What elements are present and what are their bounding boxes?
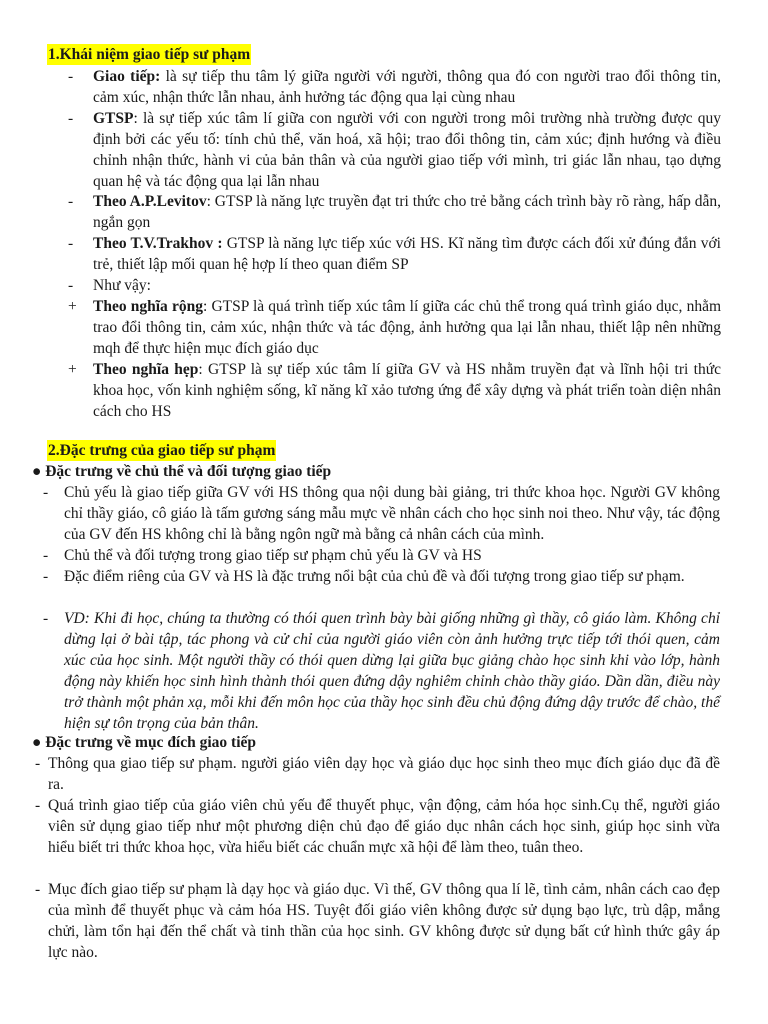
definition-text: : GTSP là quá trình tiếp xúc tâm lí giữa các chủ thể trong quá trình giáo dục, nhằm trao đổi thông tin, cảm xúc, nhận thức và tác động, ảnh hưởng qua lại lẫn nhau, thiết lập nên những mqh để thực hiện mục đích giáo dục (93, 298, 721, 357)
subheading-muc-dich: ● Đặc trưng về mục đích giao tiếp (32, 734, 257, 751)
section2-heading: 2.Đặc trưng của giao tiếp sư phạm (48, 442, 276, 459)
bullet-marker: - (35, 881, 41, 898)
definition-text: GTSP là năng lực tiếp xúc với HS. Kĩ năng tìm được cách đối xử đúng đắn với trẻ, thiết lập mối quan hệ hợp lí theo quan điểm SP (93, 235, 721, 273)
definition-text: : GTSP là năng lực truyền đạt tri thức cho trẻ bằng cách trình bày rõ ràng, hấp dẫn, ngắn gọn (93, 193, 721, 231)
bullet-marker: - (68, 235, 74, 252)
term: Giao tiếp: (93, 68, 161, 85)
definition-nghia-hep (93, 359, 721, 422)
plus-marker: + (68, 298, 77, 315)
bullet-marker: - (68, 68, 74, 85)
term: Theo nghĩa rộng (93, 298, 203, 315)
definition-levitov (93, 191, 721, 233)
paragraph-thong-qua: Thông qua giao tiếp sư phạm. người giáo viên dạy học và giáo dục học sinh theo mục đích giáo dục đã đề ra. (48, 755, 720, 793)
bullet-marker: - (43, 568, 49, 585)
term: Theo T.V.Trakhov : (93, 235, 223, 252)
paragraph-chu-yeu: Chủ yếu là giao tiếp giữa GV với HS thông qua nội dung bài giảng, tri thức khoa học. Người GV không chỉ thầy giáo, cô giáo là tấm gương sáng mẫu mực về nhân cách cho học sinh noi theo. Như vậy, tác động của GV đến HS không chỉ là bằng ngôn ngữ mà bằng cả nhân cách của mình. (64, 484, 720, 543)
definition-text: là sự tiếp thu tâm lý giữa người với người, thông qua đó con người trao đổi thông tin, cảm xúc, nhận thức lẫn nhau, ảnh hưởng tác động qua lại cùng nhau (93, 68, 721, 106)
definition-nghia-rong (93, 296, 721, 359)
definition-trakhov (93, 233, 721, 275)
bullet-marker: - (68, 277, 74, 294)
definition-text: Như vậy: (93, 277, 151, 294)
subheading-chu-the: ● Đặc trưng về chủ thể và đối tượng giao tiếp (32, 463, 332, 480)
bullet-marker: - (35, 797, 41, 814)
paragraph-muc-dich: Mục đích giao tiếp sư phạm là dạy học và giáo dục. Vì thế, GV thông qua lí lẽ, tình cảm, nhân cách cao đẹp của mình để thuyết phục và cảm hóa HS. Tuyệt đối giáo viên không được sử dụng bạo lực, trù dập, mắng chửi, làm tổn hại đến thể chất và tinh thần của học sinh. GV không được sử dụng bất cứ hình thức gây áp lực nào. (48, 881, 720, 961)
bullet-marker: - (43, 610, 49, 627)
paragraph-dac-diem: Đặc điểm riêng của GV và HS là đặc trưng nổi bật của chủ đề và đối tượng trong giao tiếp sư phạm. (64, 568, 685, 585)
bullet-marker: - (35, 755, 41, 772)
term: Theo nghĩa hẹp (93, 361, 199, 378)
nhu-vay-label (93, 275, 721, 296)
definition-text: : là sự tiếp xúc tâm lí giữa con người với con người trong môi trường nhà trường được quy định bởi các yếu tố: tính chủ thể, văn hoá, xã hội; trao đổi thông tin, cảm xúc; định hướng và điều chỉnh nhận thức, hành vi của bản thân và của người giao tiếp với mình, tri giác lẫn nhau, tạo dựng quan hệ và tác động qua lại lẫn nhau (93, 110, 721, 190)
paragraph-example: VD: Khi đi học, chúng ta thường có thói quen trình bày bài giống những gì thầy, cô giáo làm. Không chỉ dừng lại ở bài tập, tác phong và cử chỉ của người giáo viên còn ảnh hưởng trực tiếp tới thói quen, cảm xúc của học sinh. Một người thầy có thói quen dừng lại giữa bục giảng chào học sinh khi vào lớp, hành động này khiến học sinh hình thành thói quen đứng dậy nghiêm chỉnh chào thầy giáo. Dần dần, điều này trở thành một phản xạ, mỗi khi đến môn học của thầy học sinh đều chủ động đứng dậy trước để chào, thể hiện sự tôn trọng của bản thân. (64, 610, 720, 732)
bullet-marker: - (43, 484, 49, 501)
section1-heading: 1.Khái niệm giao tiếp sư phạm (48, 46, 251, 63)
bullet-marker: - (68, 110, 74, 127)
term: Theo A.P.Levitov (93, 193, 207, 210)
definition-text: : GTSP là sự tiếp xúc tâm lí giữa GV và HS nhằm truyền đạt và lĩnh hội tri thức khoa học, vốn kinh nghiệm sống, kĩ năng kĩ xảo tương ứng để xây dựng và phát triển toàn diện nhân cách cho HS (93, 361, 721, 420)
bullet-marker: - (68, 193, 74, 210)
plus-marker: + (68, 361, 77, 378)
definition-gtsp (93, 108, 721, 192)
bullet-marker: - (43, 547, 49, 564)
definition-giao-tiep (93, 66, 721, 108)
paragraph-qua-trinh: Quá trình giao tiếp của giáo viên chủ yếu để thuyết phục, vận động, cảm hóa học sinh.Cụ thể, người giáo viên sử dụng giao tiếp như một phương diện chủ đạo để giáo dục nhân cách học sinh, giúp học sinh vừa hiểu biết tri thức khoa học, vừa hiểu biết các chuẩn mực xã hội để làm theo, tuân theo. (48, 797, 720, 856)
paragraph-chu-the: Chủ thể và đối tượng trong giao tiếp sư phạm chủ yếu là GV và HS (64, 547, 482, 564)
term: GTSP (93, 110, 134, 127)
